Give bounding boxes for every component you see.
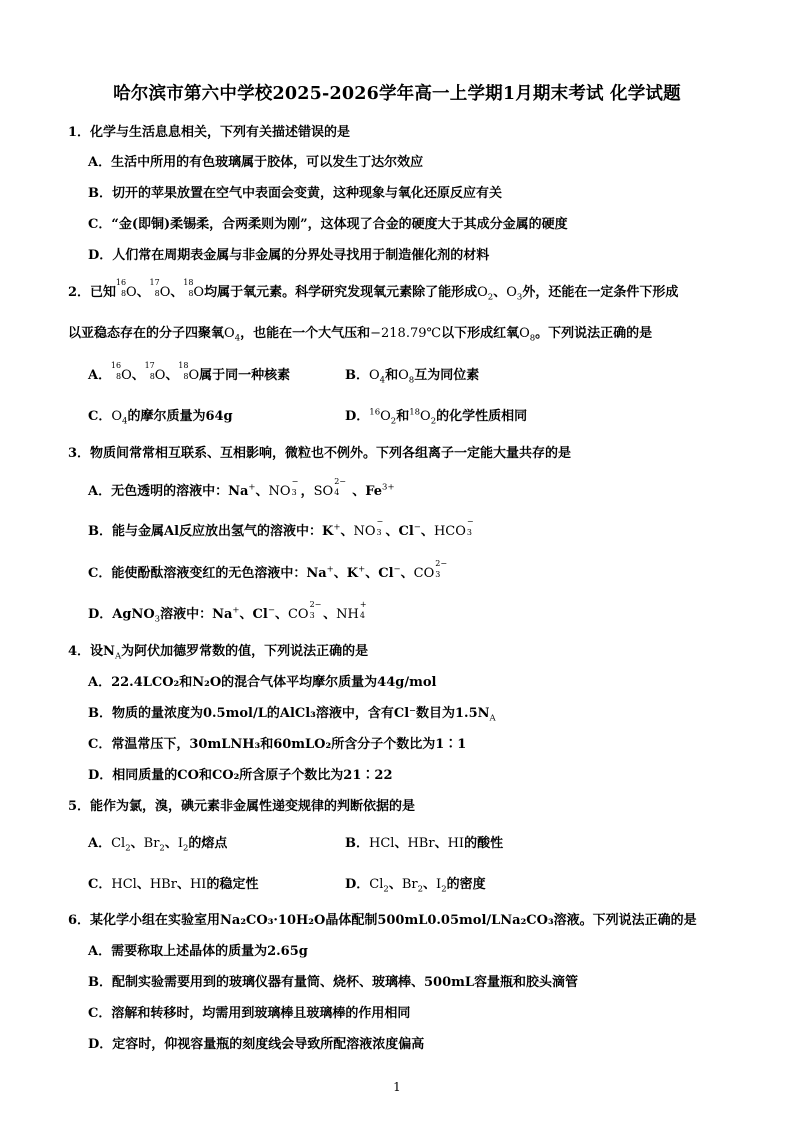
question-4-option-d: D．相同质量的CO和CO₂所含原子个数比为21∶22 bbox=[88, 768, 393, 783]
question-1-option-c: C．“金(即铜)柔锡柔，合两柔则为刚”，这体现了合金的硬度大于其成分金属的硬度 bbox=[88, 217, 568, 232]
page-number: 1 bbox=[393, 1080, 401, 1094]
question-2-option-d: D．$^{16}O_2$和$^{18}O_2$的化学性质相同 bbox=[345, 407, 528, 427]
question-3-option-a: A．无色透明的溶液中：Na+、NO − 3 ，SO 2− 4 、$Fe^{3+}$ bbox=[88, 477, 395, 499]
page-title: 哈尔滨市第六中学校2025-2026学年高一上学期1月期末考试 化学试题 bbox=[113, 84, 681, 104]
question-2-option-a: A． 16 8 O、 17 8 O、 18 8 O属于同一种核素 bbox=[88, 361, 291, 383]
question-5-option-a: A．$Cl_2$、$Br_2$、$I_2$的熔点 bbox=[88, 836, 228, 854]
question-6-option-d: D．定容时，仰视容量瓶的刻度线会导致所配溶液浓度偏高 bbox=[88, 1037, 425, 1052]
question-3-option-b: B．能与金属Al反应放出氢气的溶液中：K+、NO − 3 、Cl−、HCO − 3 bbox=[88, 517, 474, 539]
isotope-o17: 17 8 bbox=[149, 278, 160, 298]
question-4-option-b: B．物质的量浓度为0.5mol/L的AlCl₃溶液中，含有Cl⁻数目为$1.5N_A$ bbox=[88, 706, 496, 724]
question-1-stem: 1．化学与生活息息相关，下列有关描述错误的是 bbox=[68, 125, 351, 140]
question-5-stem: 5．能作为氯，溴，碘元素非金属性递变规律的判断依据的是 bbox=[68, 799, 416, 814]
question-6-option-c: C．溶解和转移时，均需用到玻璃棒且玻璃棒的作用相同 bbox=[88, 1006, 411, 1021]
question-4-stem: 4．设$N_A$为阿伏加德罗常数的值，下列说法正确的是 bbox=[68, 644, 369, 662]
question-3-option-c: C．能使酚酞溶液变红的无色溶液中：Na+、K+、Cl−、CO 2− 3 bbox=[88, 559, 448, 581]
question-4-option-c: C．常温常压下，30mLNH₃和60mLO₂所含分子个数比为1∶1 bbox=[88, 737, 467, 752]
isotope-o16: 16 8 bbox=[115, 278, 127, 298]
question-2-option-c: C．$O_4$的摩尔质量为64g bbox=[88, 409, 233, 427]
isotope-o18: 18 8 bbox=[183, 278, 194, 298]
question-2-option-b: B．$O_4$和$O_8$互为同位素 bbox=[345, 368, 480, 386]
question-5-option-c: C．HCl、HBr、HI的稳定性 bbox=[88, 877, 259, 892]
question-2-stem-line-2: 以亚稳态存在的分子四聚氧$O_4$，也能在一个大气压和−218.79℃以下形成红氧$O_8$。下列说法正确的是 bbox=[68, 326, 653, 344]
question-3-stem: 3．物质间常常相互联系、互相影响，微粒也不例外。下列各组离子一定能大量共存的是 bbox=[68, 446, 572, 461]
question-5-option-d: D．$Cl_2$、$Br_2$、$I_2$的密度 bbox=[345, 877, 486, 895]
question-1-option-a: A．生活中所用的有色玻璃属于胶体，可以发生丁达尔效应 bbox=[88, 155, 424, 170]
question-6-stem: 6．某化学小组在实验室用Na₂CO₃·10H₂O晶体配制500mL0.05mol/LNa₂CO₃溶液。下列说法正确的是 bbox=[68, 913, 697, 928]
question-4-option-a: A．22.4LCO₂和N₂O的混合气体平均摩尔质量为44g/mol bbox=[88, 675, 437, 690]
question-3-option-d: D．AgNO$_3$溶液中：Na+、Cl−、CO 2− 3 、NH + 4 bbox=[88, 600, 367, 625]
question-6-option-a: A．需要称取上述晶体的质量为2.65g bbox=[88, 944, 308, 959]
question-5-option-b: B．HCl、HBr、HI的酸性 bbox=[345, 836, 504, 851]
question-6-option-b: B．配制实验需要用到的玻璃仪器有量筒、烧杯、玻璃棒、500mL容量瓶和胶头滴管 bbox=[88, 975, 579, 990]
question-2-stem-line-1: 2．已知 16 8 O、 17 8 O、 18 8 O均属于氧元素。科学研究发现氧元素除了能形成$O_2$、$O_3$外，还能在一定条件下形成 bbox=[68, 278, 679, 303]
question-1-option-b: B．切开的苹果放置在空气中表面会变黄，这种现象与氧化还原反应有关 bbox=[88, 186, 502, 201]
question-1-option-d: D．人们常在周期表金属与非金属的分界处寻找用于制造催化剂的材料 bbox=[88, 248, 490, 263]
